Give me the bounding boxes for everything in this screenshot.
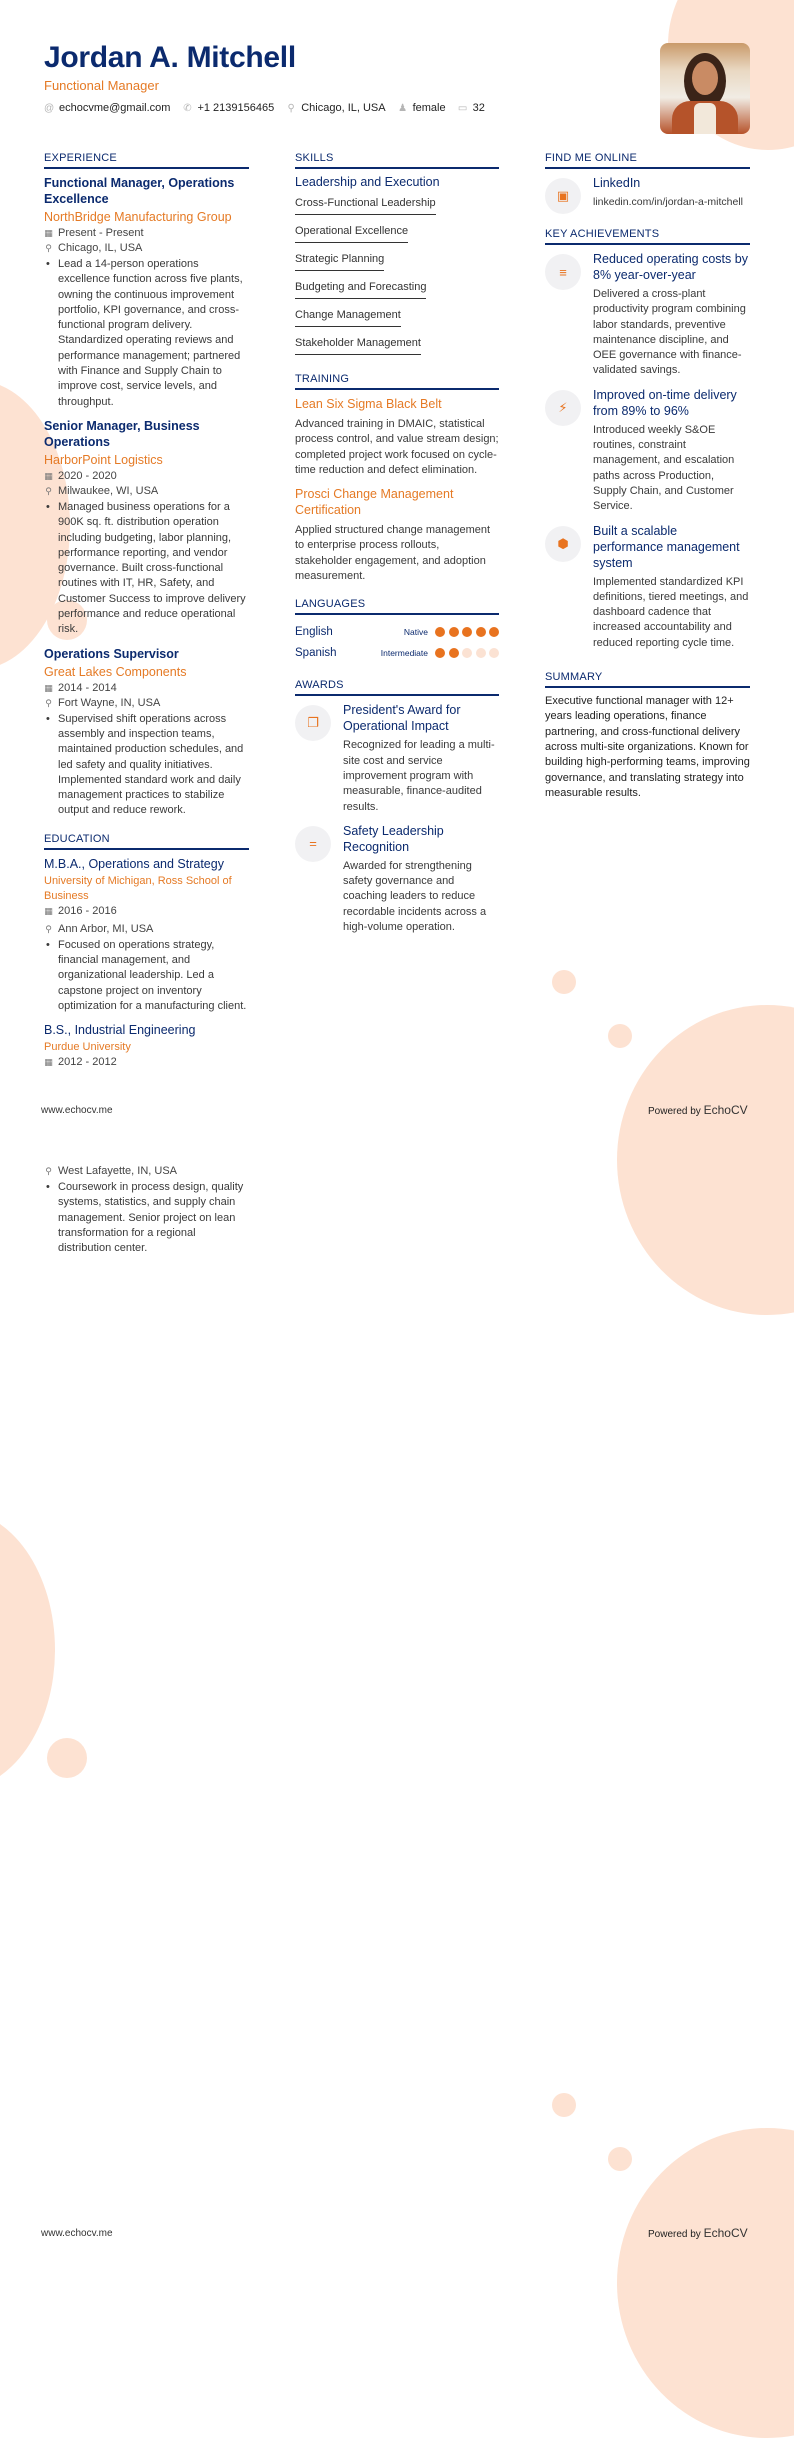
achievement-item [545,387,750,515]
location-pin-icon: ⚲ [287,102,295,114]
rating-dot-filled [435,648,445,658]
education-dates [44,1055,249,1070]
contact-gender [398,102,446,114]
job-location-value: Chicago, IL, USA [58,242,143,254]
middle-column [295,152,499,943]
contact-location-value: Chicago, IL, USA [301,102,386,114]
contact-email-value: echocvme@gmail.com [59,102,171,114]
achievement-description: Delivered a cross-plant productivity program combining labor standards, preventive maintenance discipline, and OEE governance with finance-validated savings. [593,288,746,377]
achievement-item [545,523,750,651]
candidate-name: Jordan A. Mitchell [44,41,296,74]
photo-face [692,61,718,95]
education-location-value: Ann Arbor, MI, USA [58,922,154,935]
contact-age [458,102,485,114]
calendar-icon: ▦ [44,682,53,693]
lines-icon: ≡ [545,254,581,290]
language-item [295,621,499,642]
company-name: NorthBridge Manufacturing Group [44,210,232,224]
summary-text: Executive functional manager with 12+ years leading operations, finance partnering, and cross-functional delivery across multi-site organizations. Known for building high-performing teams, improving governance, and translating strategy into measurable results. [545,695,750,799]
awards-heading: AWARDS [295,679,499,696]
education-dates-value: 2016 - 2016 [58,904,117,917]
calendar-icon: ▦ [44,905,53,916]
language-name: Spanish [295,646,337,659]
rating-dot-filled [449,627,459,637]
rating-dot-filled [449,648,459,658]
skills-heading: SKILLS [295,152,499,169]
decor-shape-left-low [0,1510,55,1790]
training-title: Prosci Change Management Certification [295,487,454,518]
education-item [44,856,249,1014]
award-item [295,702,499,814]
job-title: Operations Supervisor [44,646,179,661]
award-description: Recognized for leading a multi-site cost and service improvement program with measurable, finance-audited results. [343,739,495,813]
rating-dot-filled [462,627,472,637]
person-icon: ♟ [398,102,408,114]
award-title: Safety Leadership Recognition [343,823,444,854]
rating-dot-filled [435,627,445,637]
experience-item [44,175,249,410]
job-title: Senior Manager, Business Operations [44,418,200,449]
decor-dot-right-4 [608,2147,632,2171]
achievement-title: Built a scalable performance management system [593,523,740,570]
education-dates-value: 2012 - 2012 [58,1056,117,1069]
location-pin-icon: ⚲ [45,923,52,934]
job-dates-value: 2020 - 2020 [58,469,117,482]
decor-shape-right-bottom [617,2128,794,2438]
languages-heading: LANGUAGES [295,598,499,615]
contact-age-value: 32 [472,102,485,114]
calendar-icon: ▣ [545,178,581,214]
language-level: Native [403,626,428,637]
company-name: Great Lakes Components [44,664,187,679]
achievement-title: Reduced operating costs by 8% year-over-year [593,252,748,282]
location-pin-icon: ⚲ [45,697,52,708]
training-description: Applied structured change management to enterprise process rollouts, stakeholder engagement, and adoption measurement. [295,524,491,583]
contact-list [44,102,764,114]
job-dates-value: 2014 - 2014 [58,681,117,694]
cube-icon: ⬢ [545,526,581,562]
degree: B.S., Industrial Engineering [44,1023,196,1038]
phone-icon: ✆ [183,102,192,114]
contact-email[interactable] [44,102,170,114]
skill-item: Budgeting and Forecasting [295,281,426,299]
job-description: • Supervised shift operations across assembly and inspection teams, maintained production schedules, and led safety and quality initiatives. Implemented standard work and daily management practices to stabilize output and reduce rework. [44,712,249,819]
language-name: English [295,625,333,638]
job-dates [44,681,249,696]
rating-dot-empty [476,648,486,658]
education-heading: EDUCATION [44,833,249,850]
education-location [44,922,249,937]
decor-shape-right-mid [617,1005,794,1315]
photo-shirt [694,103,716,134]
achievement-item [545,251,750,379]
powered-by-label: Powered by [648,1106,701,1117]
online-item-linkedin[interactable] [545,175,750,214]
job-location-value: Milwaukee, WI, USA [58,484,159,497]
job-dates [44,469,249,484]
calendar-icon: ▦ [44,228,53,238]
skill-item: Change Management [295,309,401,327]
language-level: Intermediate [380,647,428,658]
decor-dot-right-2 [608,1024,632,1048]
lightning-icon: ⚡ [545,390,581,426]
job-dates [44,226,249,241]
achievement-description: Introduced weekly S&OE routines, constraint management, and escalation paths across Production, Supply Chain, and Customer Service. [593,423,735,513]
online-heading: FIND ME ONLINE [545,152,750,169]
job-location [44,484,249,499]
contact-phone[interactable] [182,102,274,114]
award-item [295,823,499,935]
powered-by-label: Powered by [648,2229,701,2240]
decor-dot-left-low [47,1738,87,1778]
language-rating [435,648,499,658]
company-name: HarborPoint Logistics [44,452,163,467]
contact-gender-value: female [412,102,446,114]
online-label: LinkedIn [593,176,641,190]
school-name: Purdue University [44,1041,131,1054]
experience-item [44,646,249,819]
skill-item: Cross-Functional Leadership [295,197,436,215]
resume-header [44,40,764,140]
skill-group-title: Leadership and Execution [295,175,440,189]
training-heading: TRAINING [295,373,499,390]
skill-item: Operational Excellence [295,225,408,243]
linkedin-link[interactable]: linkedin.com/in/jordan-a-mitchell [593,196,743,208]
education-description: • Focused on operations strategy, financial management, and organizational leadership. Led a capstone project on inventory optimization for a manufacturing client. [44,938,249,1014]
document-icon: ❐ [295,705,331,741]
rating-dot-filled [489,627,499,637]
calendar-icon: ▭ [457,102,468,114]
equals-icon: = [295,826,331,862]
calendar-icon: ▦ [44,1057,53,1068]
skill-item: Stakeholder Management [295,337,421,355]
education-dates [44,904,249,919]
contact-phone-value: +1 2139156465 [197,102,275,114]
degree: M.B.A., Operations and Strategy [44,856,224,871]
decor-dot-right-1 [552,970,576,994]
footer-website[interactable]: www.echocv.me [41,1105,113,1116]
footer-powered-by [648,2226,748,2240]
at-icon: @ [44,102,55,114]
education-location-value: West Lafayette, IN, USA [58,1165,178,1177]
decor-dot-right-3 [552,2093,576,2117]
job-description: • Lead a 14-person operations excellence function across five plants, owning the continuous improvement portfolio, KPI governance, and cross-functional program delivery. Standardized operating reviews and performance management; partnered with Finance and Supply Chain to improve cost, service levels, and throughput. [44,257,249,410]
footer-website[interactable]: www.echocv.me [41,2228,113,2239]
language-item [295,642,499,663]
job-location-value: Fort Wayne, IN, USA [58,696,161,709]
award-title: President's Award for Operational Impact [343,703,461,734]
achievements-heading: KEY ACHIEVEMENTS [545,228,750,245]
training-description: Advanced training in DMAIC, statistical process control, and value stream design; completed project work focused on cycle-time reduction and defect elimination. [295,418,499,476]
job-location [44,241,249,256]
location-pin-icon: ⚲ [45,485,52,496]
location-pin-icon: ⚲ [45,243,52,253]
rating-dot-filled [476,627,486,637]
language-rating [435,627,499,637]
education-description: • Coursework in process design, quality systems, statistics, and supply chain management. Senior project on lean transformation for a regional distribution center. [44,1180,249,1256]
experience-heading: EXPERIENCE [44,152,249,169]
achievement-description: Implemented standardized KPI definitions, tiered meetings, and dashboard cadence that increased accountability and reduced reporting cycle time. [593,575,749,649]
training-title: Lean Six Sigma Black Belt [295,397,442,411]
brand-name: EchoCV [703,2226,748,2240]
job-dates-value: Present - Present [58,227,144,239]
candidate-title: Functional Manager [44,78,159,93]
brand-name: EchoCV [703,1103,748,1117]
left-column [44,152,249,1078]
job-title: Functional Manager, Operations Excellence [44,176,235,206]
location-pin-icon: ⚲ [45,1166,52,1176]
education-item [44,1022,249,1070]
rating-dot-empty [489,648,499,658]
experience-item [44,418,249,638]
calendar-icon: ▦ [44,470,53,481]
summary-heading: SUMMARY [545,671,750,688]
footer-powered-by [648,1103,748,1117]
contact-location [286,102,385,114]
school-name: University of Michigan, Ross School of Business [44,874,232,902]
job-description: • Managed business operations for a 900K sq. ft. distribution operation including budgeting, labor planning, performance reporting, and vendor governance. Built cross-functional routines with IT, HR, Safety, and Customer Success to improve delivery performance and reduce operational risk. [44,500,249,638]
job-location [44,696,249,711]
education-location [44,1164,249,1179]
rating-dot-empty [462,648,472,658]
left-column-continued [44,1164,249,1256]
right-column [545,152,750,801]
skill-item: Strategic Planning [295,253,384,271]
achievement-title: Improved on-time delivery from 89% to 96% [593,387,737,418]
award-description: Awarded for strengthening safety governance and coaching leaders to reduce recordable incidents across a high-volume operation. [343,859,487,934]
profile-photo [660,43,750,134]
